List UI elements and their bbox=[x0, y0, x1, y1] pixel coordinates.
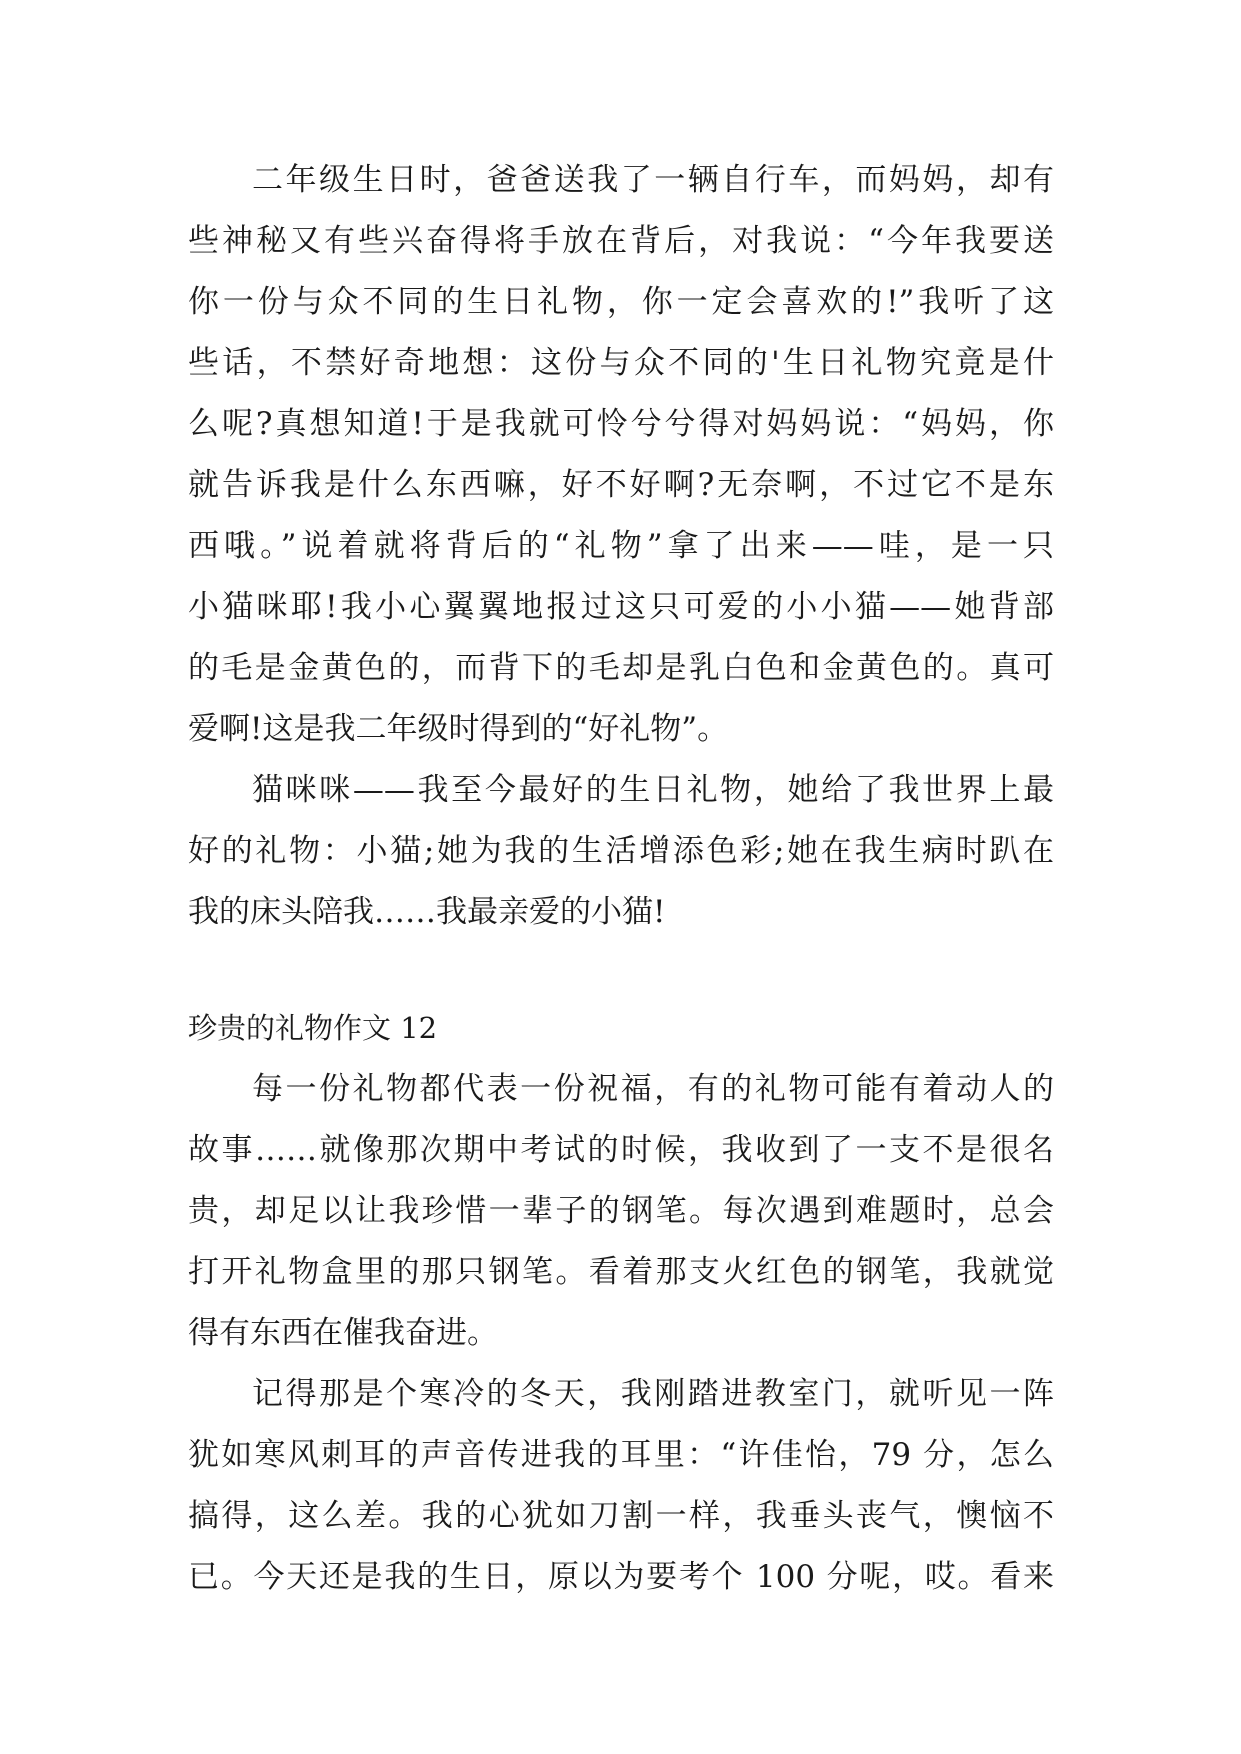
section-paragraph-1-line-2: 故事……就像那次期中考试的时候，我收到了一支不是很名 bbox=[188, 1132, 1054, 1168]
paragraph-1-line-4: 些话，不禁好奇地想：这份与众不同的'生日礼物究竟是什 bbox=[188, 345, 1054, 381]
paragraph-1-line-1: 二年级生日时，爸爸送我了一辆自行车，而妈妈，却有 bbox=[252, 162, 1054, 198]
paragraph-1-line-5: 么呢?真想知道!于是我就可怜兮兮得对妈妈说：“妈妈，你 bbox=[188, 406, 1054, 442]
paragraph-1-line-3: 你一份与众不同的生日礼物，你一定会喜欢的!”我听了这 bbox=[188, 284, 1054, 320]
section-spacer bbox=[188, 943, 1054, 998]
paragraph-1-line-2: 些神秘又有些兴奋得将手放在背后，对我说：“今年我要送 bbox=[188, 223, 1054, 259]
paragraph-1-line-9: 的毛是金黄色的，而背下的毛却是乳白色和金黄色的。真可 bbox=[188, 650, 1054, 686]
paragraph-1-line-8: 小猫咪耶!我小心翼翼地报过这只可爱的小小猫——她背部 bbox=[188, 589, 1054, 625]
text-body bbox=[188, 150, 1054, 1608]
section-paragraph-2-line-3: 搞得，这么差。我的心犹如刀割一样，我垂头丧气，懊恼不 bbox=[188, 1498, 1054, 1534]
section-paragraph-2-line-2: 犹如寒风刺耳的声音传进我的耳里：“许佳怡，79 分，怎么 bbox=[188, 1437, 1054, 1473]
section-paragraph-1-line-3: 贵，却足以让我珍惜一辈子的钢笔。每次遇到难题时，总会 bbox=[188, 1193, 1054, 1229]
section-paragraph-1-line-1: 每一份礼物都代表一份祝福，有的礼物可能有着动人的 bbox=[252, 1071, 1054, 1107]
paragraph-2-line-3: 我的床头陪我……我最亲爱的小猫! bbox=[188, 894, 666, 930]
section-paragraph-1-line-4: 打开礼物盒里的那只钢笔。看着那支火红色的钢笔，我就觉 bbox=[188, 1254, 1054, 1290]
paragraph-1-line-6: 就告诉我是什么东西嘛，好不好啊?无奈啊，不过它不是东 bbox=[188, 467, 1054, 503]
paragraph-2-line-2: 好的礼物：小猫;她为我的生活增添色彩;她在我生病时趴在 bbox=[188, 833, 1054, 869]
paragraph-2-line-1: 猫咪咪——我至今最好的生日礼物，她给了我世界上最 bbox=[252, 772, 1054, 808]
section-title: 珍贵的礼物作文 12 bbox=[188, 1011, 438, 1045]
section-paragraph-1-line-5: 得有东西在催我奋进。 bbox=[188, 1315, 498, 1351]
section-paragraph-2-line-4: 已。今天还是我的生日，原以为要考个 100 分呢，哎。看来 bbox=[188, 1559, 1054, 1595]
paragraph-1-line-10: 爱啊!这是我二年级时得到的“好礼物”。 bbox=[188, 711, 729, 747]
paragraph-1-line-7: 西哦。”说着就将背后的“礼物”拿了出来——哇，是一只 bbox=[188, 528, 1054, 564]
section-paragraph-2-line-1: 记得那是个寒冷的冬天，我刚踏进教室门，就听见一阵 bbox=[252, 1376, 1054, 1412]
